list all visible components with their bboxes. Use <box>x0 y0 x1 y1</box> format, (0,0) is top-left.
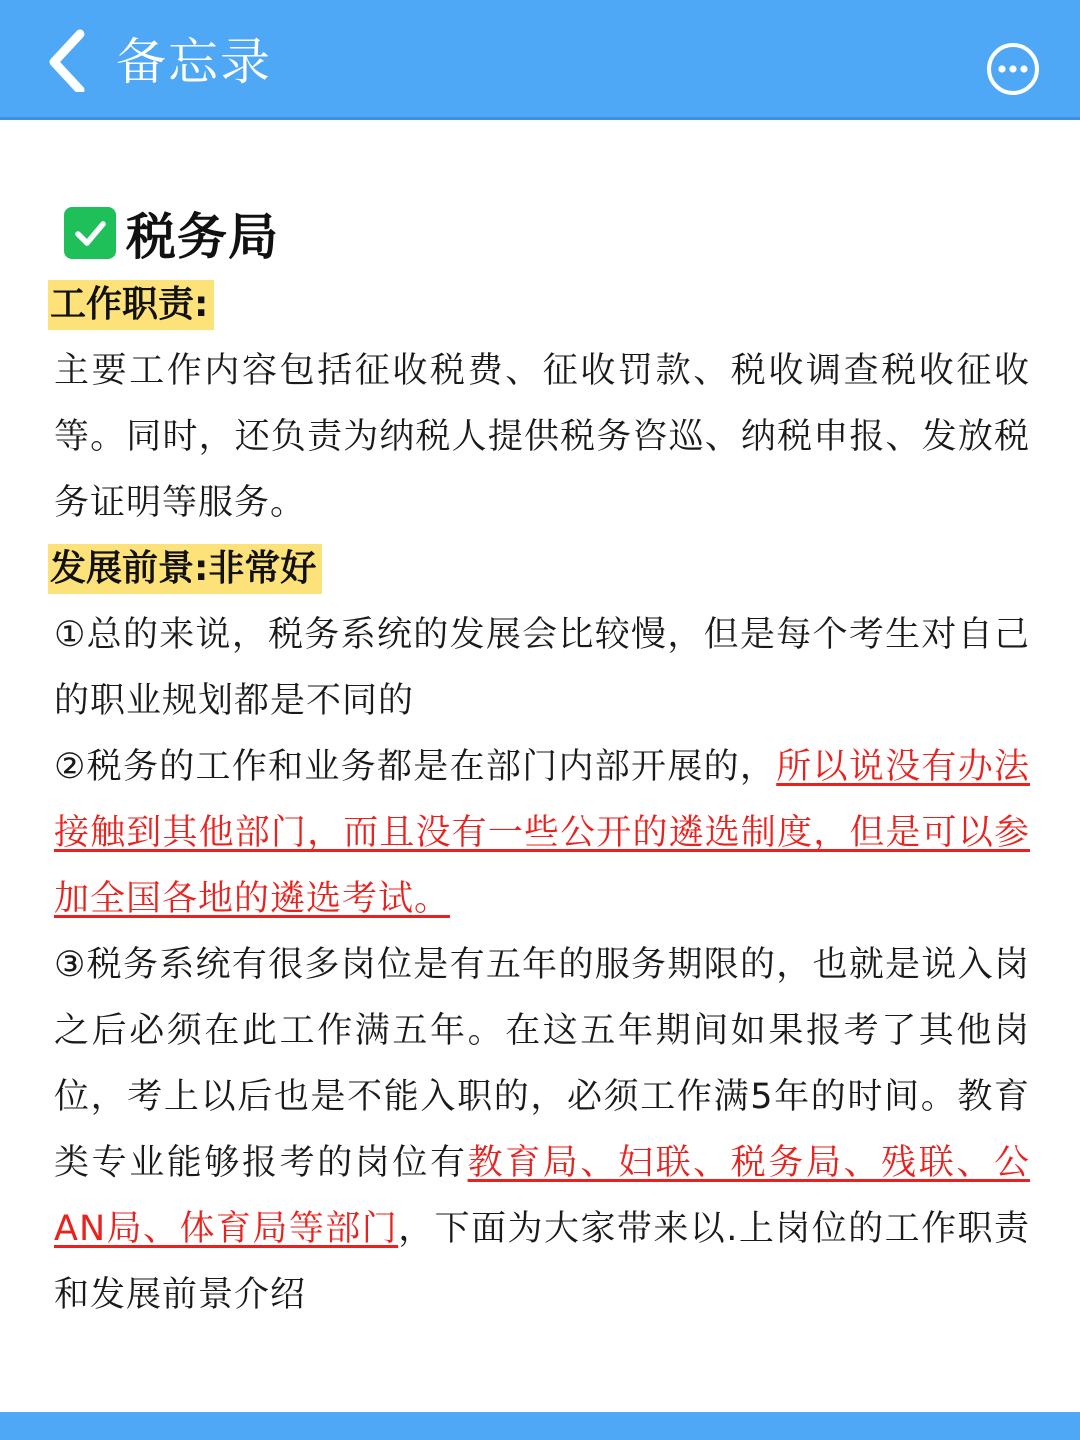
item-2-text: ②税务的工作和业务都是在部门内部开展的， <box>54 747 777 787</box>
more-button[interactable] <box>986 42 1040 96</box>
prospects-item-2 <box>54 734 1030 932</box>
item-3-text: ③税务系统有很多岗位是有五年的服务期限的，也就是说入岗之后必须在此工作满五年。在这五年期间如果报考了其他岗位，考上以后也是不能入职的，必须工作满5年的时间。教育类专业能够报考的岗位有 <box>54 945 1030 1183</box>
chevron-left-icon <box>38 28 102 92</box>
item-3-tail: ，下面为大家带来以.上岗位的工作职责和发展前景介绍 <box>54 1209 1030 1315</box>
prospects-item-3 <box>54 932 1030 1328</box>
section-heading <box>64 198 1030 268</box>
duties-text: 主要工作内容包括征收税费、征收罚款、税收调查税收征收等。同时，还负责为纳税人提供税务咨巡、纳税申报、发放税务证明等服务。 <box>54 351 1030 523</box>
prospects-label: 发展前景:非常好 <box>48 544 322 594</box>
item-3-emphasis: 教育局、妇联、税务局、残联、公AN局、体育局等部门 <box>54 1143 1030 1249</box>
prospects-item-1: ①总的来说，税务系统的发展会比较慢，但是每个考生对自己的职业规划都是不同的 <box>54 615 1030 721</box>
heading-text: 税务局 <box>126 208 279 266</box>
check-box-icon <box>64 207 116 259</box>
app-header <box>0 0 1080 120</box>
page-title: 备忘录 <box>116 33 272 91</box>
back-button[interactable] <box>38 28 102 92</box>
item-2-emphasis: 所以说没有办法接触到其他部门，而且没有一些公开的遴选制度，但是可以参加全国各地的遴选考试。 <box>54 747 1030 919</box>
note-body <box>50 198 1030 1328</box>
duties-label: 工作职责: <box>48 280 214 330</box>
bottom-bar <box>0 1412 1080 1440</box>
more-horizontal-circle-icon <box>986 42 1040 96</box>
